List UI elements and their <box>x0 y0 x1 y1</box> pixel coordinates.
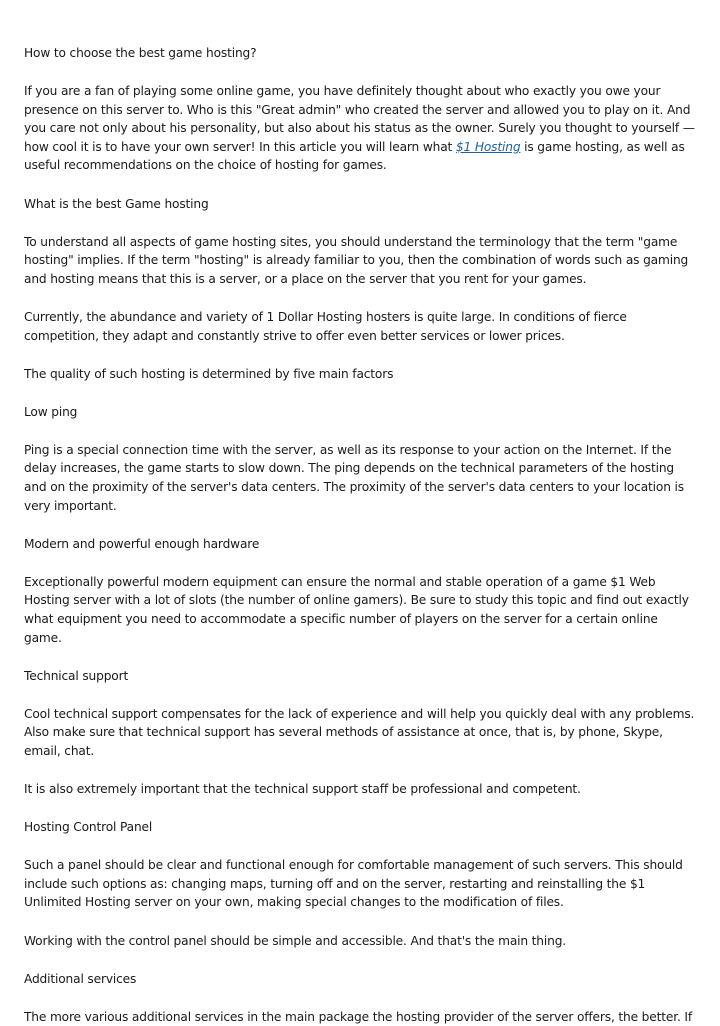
intro-text-after-link: is game hosting, as well as useful recommendations on the choice of hosting for games. <box>24 139 685 173</box>
paragraph-five-factors: The quality of such hosting is determined by five main factors <box>24 366 394 381</box>
section-heading-hardware: Modern and powerful enough hardware <box>24 536 260 551</box>
section-heading-control-panel: Hosting Control Panel <box>24 820 153 835</box>
paragraph-additional-services: The more various additional services in the main package the hosting provider of the server offers, the better. If <box>24 1009 692 1024</box>
section-heading-best-game-hosting: What is the best Game hosting <box>24 196 209 211</box>
section-heading-technical-support: Technical support <box>24 668 129 683</box>
paragraph-competition: Currently, the abundance and variety of 1 Dollar Hosting hosters is quite large. In conditions of fierce competition, they adapt and constantly strive to offer even better services or lower prices. <box>24 309 627 343</box>
section-heading-low-ping: Low ping <box>24 404 78 419</box>
paragraph-hardware: Exceptionally powerful modern equipment can ensure the normal and stable operation of a game $1 Web Hosting server with a lot of slots (the number of online gamers). Be sure to study this topic and find out exactly what equipment you need to accommodate a specific number of players on the server for a certain online game. <box>24 574 689 645</box>
paragraph-support-staff: It is also extremely important that the technical support staff be professional and competent. <box>24 782 581 797</box>
paragraph-technical-support: Cool technical support compensates for the lack of experience and will help you quickly deal with any problems. Also make sure that technical support has several methods of assistance at once, that is, by phone, Skype, email, chat. <box>24 706 695 758</box>
document-title: How to choose the best game hosting? <box>24 46 257 60</box>
intro-text-before-link: If you are a fan of playing some online game, you have definitely thought about who exactly you owe your presence on this server to. Who is this "Great admin" who created the server and allowed you to play on it. And you care not only about his personality, but also about his status as the owner. Surely you thought to yourself — how cool it is to have your own server! In this article you will learn what <box>24 84 695 154</box>
section-heading-additional-services: Additional services <box>24 971 137 986</box>
paragraph-ping: Ping is a special connection time with the server, as well as its response to your action on the Internet. If the delay increases, the game starts to slow down. The ping depends on the technical parameters of the hosting and on the proximity of the server's data centers. The proximity of the server's data centers to your location is very important. <box>24 442 684 513</box>
paragraph-control-panel-simple: Working with the control panel should be simple and accessible. And that's the main thing. <box>24 933 567 948</box>
intro-paragraph <box>24 82 698 175</box>
paragraph-control-panel: Such a panel should be clear and functional enough for comfortable management of such servers. This should include such options as: changing maps, turning off and on the server, restarting and reinstalling the $1 Unlimited Hosting server on your own, making special changes to the modification of files. <box>24 858 683 910</box>
paragraph-terminology: To understand all aspects of game hosting sites, you should understand the terminology that the term "game hosting" implies. If the term "hosting" is already familiar to you, then the combination of words such as gaming and hosting means that this is a server, or a place on the server that you rent for your games. <box>24 234 689 286</box>
hosting-link[interactable]: $1 Hosting <box>455 139 521 154</box>
